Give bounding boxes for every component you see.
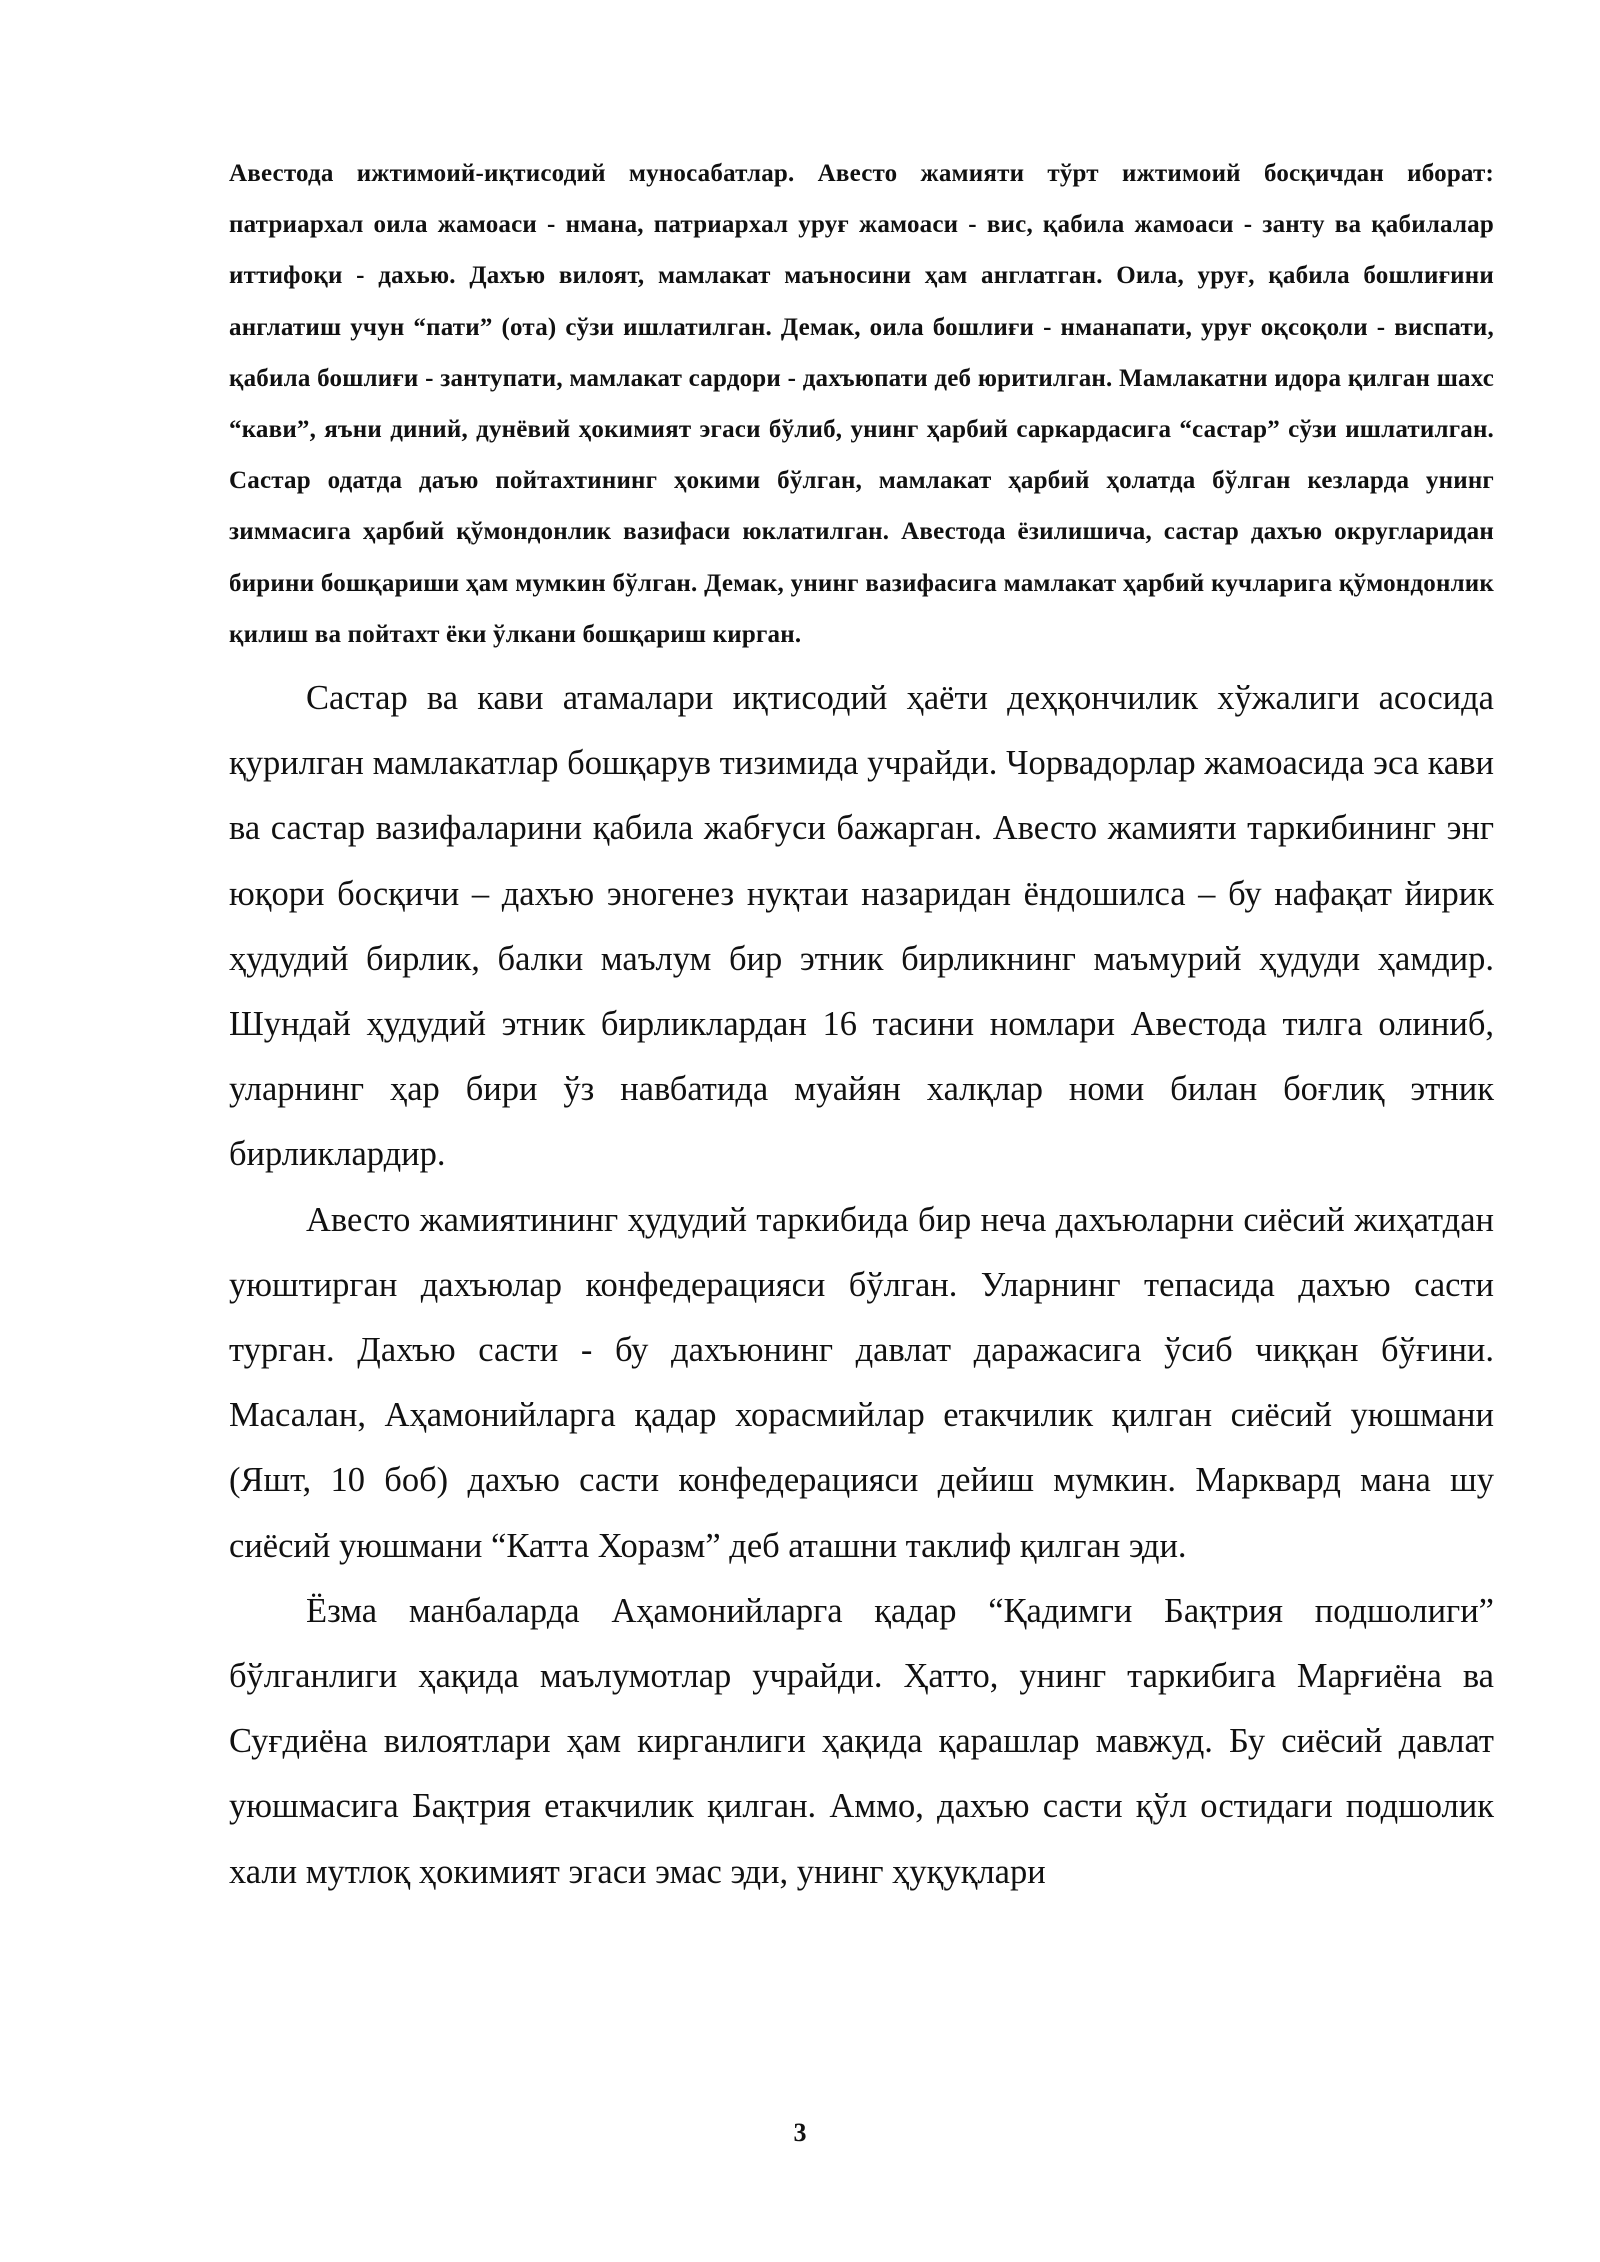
page-content [229, 148, 1494, 1905]
page-number: 3 [793, 2118, 807, 2147]
body-paragraph-2: Авесто жамиятининг ҳудудий таркибида бир неча дахъюларни сиёсий жиҳатдан уюштирган дахъюлар конфедерацияси бўлган. Уларнинг тепасида дахъю састи турган. Дахъю састи - бу дахъюнинг давлат даражасига ўсиб чиққан бўғини. Масалан, Аҳамонийларга қадар хорасмийлар етакчилик қилган сиёсий уюшмани (Яшт, 10 боб) дахъю састи конфедерацияси дейиш мумкин. Марквард мана шу сиёсий уюшмани “Катта Хоразм” деб аташни таклиф қилган эди. [229, 1200, 1494, 1565]
bold-intro-paragraph: Авестода ижтимоий-иқтисодий муносабатлар. Авесто жамияти тўрт ижтимоий босқичдан иборат: патриархал оила жамоаси - нмана, патриархал уруғ жамоаси - вис, қабила жамоаси - занту ва қабилалар иттифоқи - дахью. Дахъю вилоят, мамлакат маъносини ҳам англатган. Оила, уруғ, қабила бошлиғини англатиш учун “пати” (ота) сўзи ишлатилган. Демак, оила бошлиғи - нманапати, уруғ оқсоқоли - виспати, қабила бошлиғи - зантупати, мамлакат сардори - дахъюпати деб юритилган. Мамлакатни идора қилган шахс “кави”, яъни диний, дунёвий ҳокимият эгаси бўлиб, унинг ҳарбий саркардасига “састар” сўзи ишлатилган. Састар одатда даъю пойтахтининг ҳокими бўлган, мамлакат ҳарбий ҳолатда бўлган кезларда унинг зиммасига ҳарбий қўмондонлик вазифаси юклатилган. Авестода ёзилишича, састар дахъю округларидан бирини бошқариши ҳам мумкин бўлган. Демак, унинг вазифасига мамлакат ҳарбий кучларига қўмондонлик қилиш ва пойтахт ёки ўлкани бошқариш кирган. [229, 160, 1494, 648]
body-paragraph-3: Ёзма манбаларда Аҳамонийларга қадар “Қадимги Бақтрия подшолиги” бўлганлиги ҳақида маълумотлар учрайди. Ҳатто, унинг таркибига Марғиёна ва Суғдиёна вилоятлари ҳам кирганлиги ҳақида қарашлар мавжуд. Бу сиёсий давлат уюшмасига Бақтрия етакчилик қилган. Аммо, дахъю састи қўл остидаги подшолик хали мутлоқ ҳокимият эгаси эмас эди, унинг ҳуқуқлари [229, 1591, 1494, 1891]
body-paragraph-1: Састар ва кави атамалари иқтисодий ҳаёти деҳқончилик хўжалиги асосида қурилган мамлакатлар бошқарув тизимида учрайди. Чорвадорлар жамоасида эса кави ва састар вазифаларини қабила жабғуси бажарган. Авесто жамияти таркибининг энг юқори босқичи – дахъю эногенез нуқтаи назаридан ёндошилса – бу нафақат йирик ҳудудий бирлик, балки маълум бир этник бирликнинг маъмурий ҳудуди ҳамдир. Шундай ҳудудий этник бирликлардан 16 тасини номлари Авестода тилга олиниб, уларнинг ҳар бири ўз навбатида муайян халқлар номи билан боғлиқ этник бирликлардир. [229, 679, 1494, 1174]
